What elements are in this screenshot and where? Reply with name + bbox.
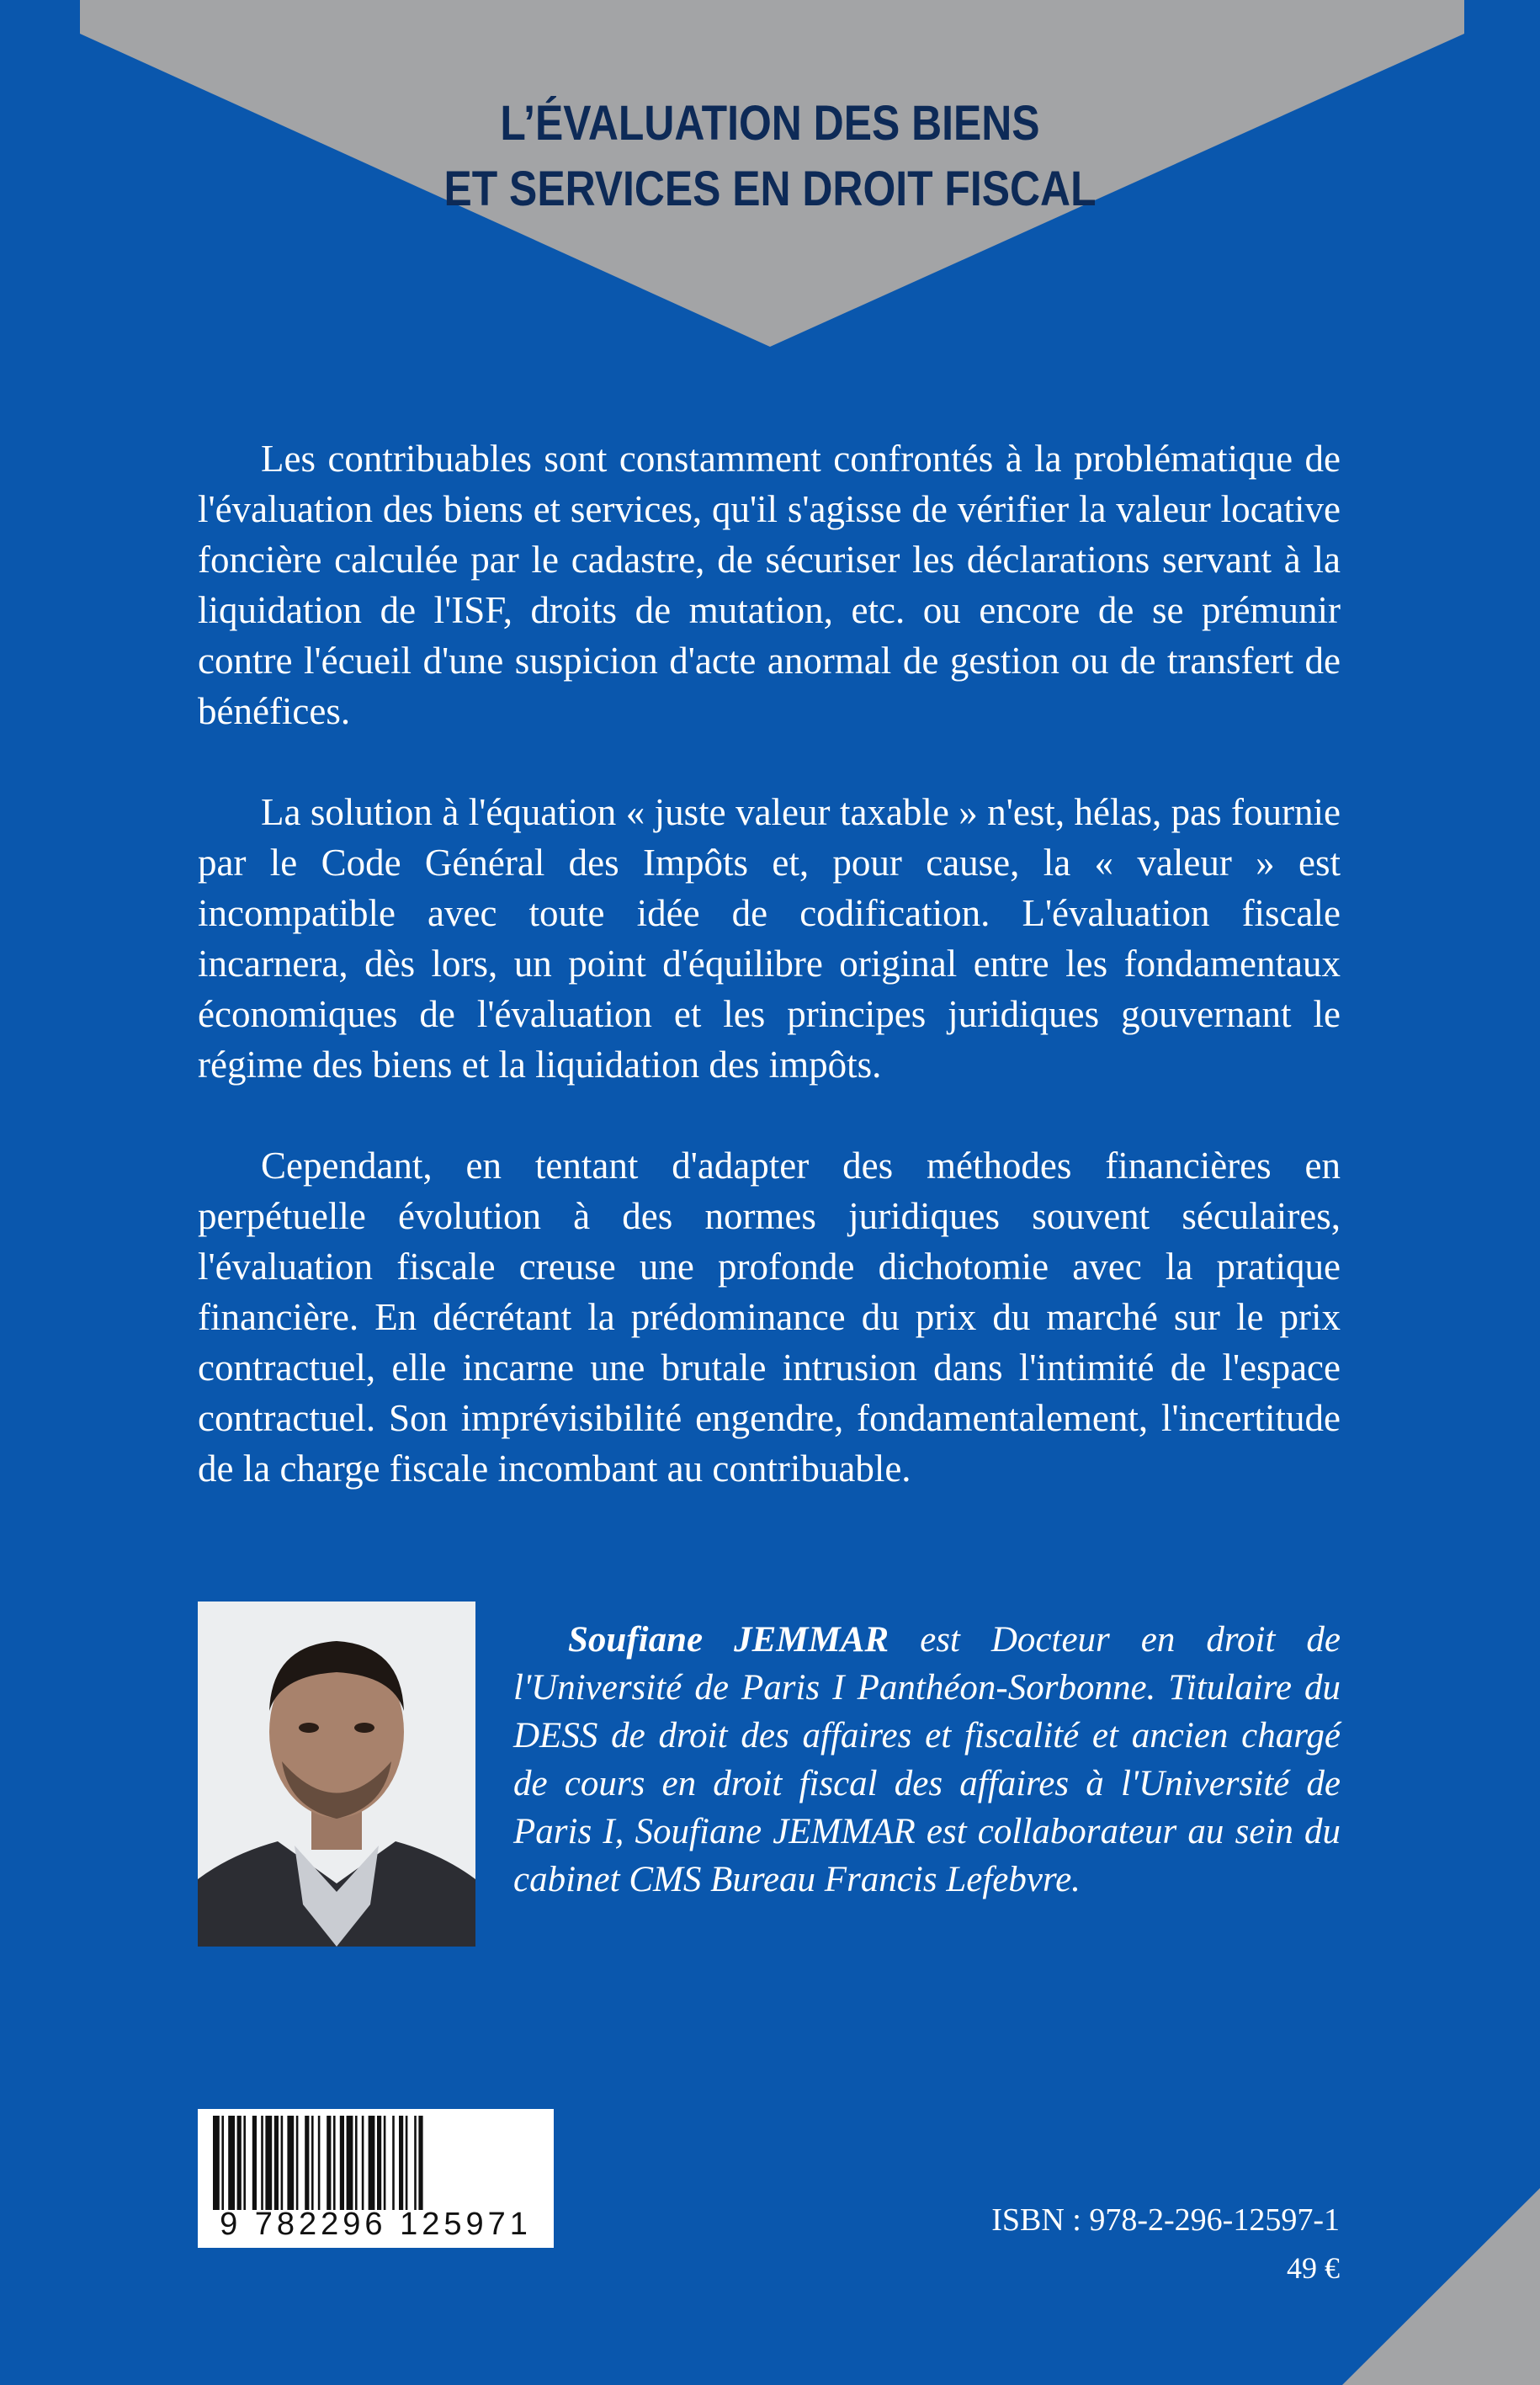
barcode-bar xyxy=(406,2116,408,2210)
barcode-bar xyxy=(296,2116,299,2210)
barcode-bar xyxy=(340,2116,344,2210)
author-portrait-image xyxy=(198,1602,475,1947)
author-bio xyxy=(513,1616,1341,1904)
title-line-2: ET SERVICES EN DROIT FISCAL xyxy=(443,162,1097,216)
book-title xyxy=(108,91,1432,222)
barcode-bar xyxy=(333,2116,336,2210)
author-bio-text: est Docteur en droit de l'Université de Paris I Panthéon-Sorbonne. Titulaire du DESS de droit des affaires et fiscalité et ancien chargé de cours en droit fiscal des affaires à l'Université de Paris I, Soufiane JEMMAR est collaborateur au sein du cabinet CMS Bureau Francis Lefebvre. xyxy=(513,1620,1341,1899)
barcode-bar xyxy=(369,2116,375,2210)
summary-text xyxy=(198,433,1341,1544)
isbn-label: ISBN : 978-2-296-12597-1 xyxy=(991,2202,1340,2238)
barcode-bar xyxy=(318,2116,321,2210)
barcode-bar xyxy=(355,2116,358,2210)
summary-paragraph-3: Cependant, en tentant d'adapter des méthodes financières en perpétuelle évolution à des normes juridiques souvent séculaires, l'évaluation fiscale creuse une profonde dichotomie avec la pratique financière. En décrétant la prédominance du prix du marché sur le prix contractuel, elle incarne une brutale intrusion dans l'intimité de l'espace contractuel. Son imprévisibilité engendre, fondamentalement, l'incertitude de la charge fiscale incombant au contribuable. xyxy=(198,1145,1341,1490)
barcode-bar xyxy=(243,2116,246,2210)
barcode-digits: 9 782296 125971 xyxy=(220,2207,532,2242)
price-label: 49 € xyxy=(1287,2251,1340,2285)
barcode-bar xyxy=(213,2116,220,2210)
barcode-bar xyxy=(392,2116,395,2210)
barcode-bar xyxy=(265,2116,272,2210)
barcode-bar xyxy=(327,2116,331,2210)
barcode-bar xyxy=(221,2116,224,2210)
left-eye xyxy=(299,1723,319,1733)
barcode-bars xyxy=(198,2116,554,2217)
author-photo xyxy=(198,1602,475,1947)
summary-paragraph-1: Les contribuables sont constamment confrontés à la problématique de l'évaluation des biens et services, qu'il s'agisse de vérifier la valeur locative foncière calculée par le cadastre, de sécuriser les déclarations servant à la liquidation de l'ISF, droits de mutation, etc. ou encore de se prémunir contre l'écueil d'une suspicion d'acte anormal de gestion ou de transfert de bénéfices. xyxy=(198,438,1341,732)
barcode-bar xyxy=(252,2116,257,2210)
barcode-bar xyxy=(384,2116,386,2210)
barcode-bar xyxy=(305,2116,309,2210)
barcode-bar xyxy=(274,2116,279,2210)
barcode-bar xyxy=(399,2116,403,2210)
barcode-bar xyxy=(347,2116,353,2210)
author-name: Soufiane JEMMAR xyxy=(568,1620,889,1660)
barcode-bar xyxy=(418,2116,422,2210)
barcode-bar xyxy=(311,2116,314,2210)
right-eye xyxy=(354,1723,374,1733)
barcode-bar xyxy=(362,2116,364,2210)
summary-paragraph-2: La solution à l'équation « juste valeur taxable » n'est, hélas, pas fournie par le Code Général des Impôts et, pour cause, la « valeur » est incompatible avec toute idée de codification. L'évaluation fiscale incarnera, dès lors, un point d'équilibre original entre les fondamentaux économiques de l'évaluation et les principes juridiques gouvernant le régime des biens et la liquidation des impôts. xyxy=(198,791,1341,1086)
barcode-bar xyxy=(377,2116,381,2210)
barcode-bar xyxy=(261,2116,263,2210)
title-line-1: L’ÉVALUATION DES BIENS xyxy=(500,96,1040,151)
barcode-bar xyxy=(287,2116,294,2210)
barcode-bar xyxy=(414,2116,417,2210)
barcode-bar xyxy=(237,2116,242,2210)
barcode-bar xyxy=(228,2116,235,2210)
barcode xyxy=(198,2109,554,2248)
barcode-bar xyxy=(281,2116,284,2210)
